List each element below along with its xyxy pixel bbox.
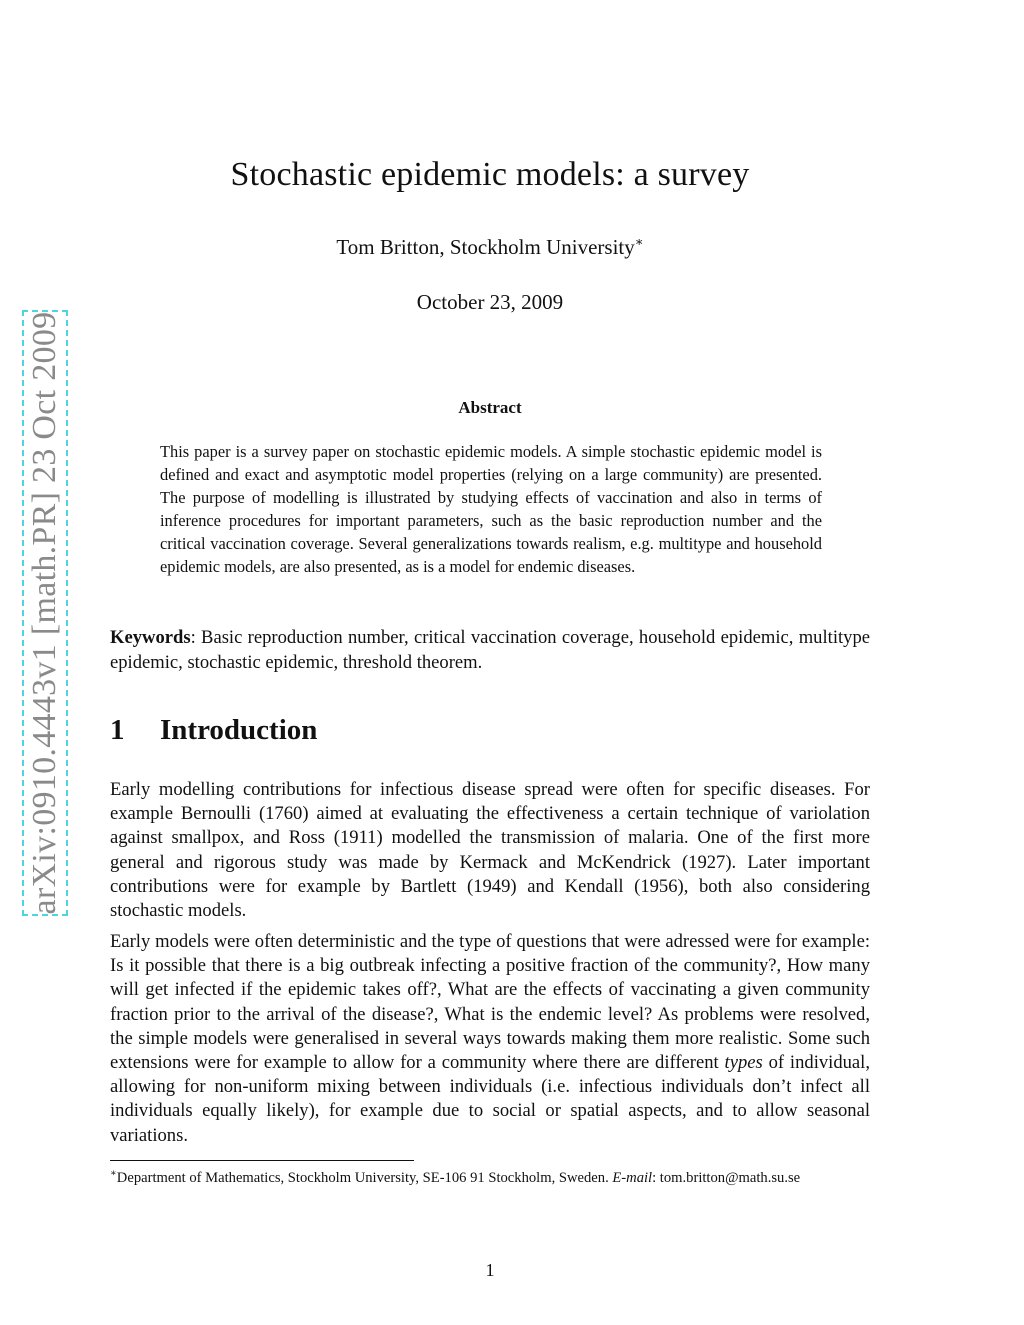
footnote-text: Department of Mathematics, Stockholm University, SE-106 91 Stockholm, Sweden. [116,1169,613,1186]
paragraph-2-text-a: Early models were often deterministic and the type of questions that were adressed were for example: Is it possible that there is a big outbreak infecting a positive fraction of the community?, How many will get infected if the epidemic takes off?, What are the effects of vaccinating a given community fraction prior to the arrival of the disease?, What is the endemic level? As problems were resolved, the simple models were generalised in several ways towards making them more realistic. Some such extensions were for example to allow for a community where there are different [110,931,870,1074]
intro-paragraph-1: Early modelling contributions for infectious disease spread were often for specific diseases. For example Bernoulli (1760) aimed at evaluating the effectiveness a certain technique of variolation against smallpox, and Ross (1911) modelled the transmission of malaria. One of the first more general and rigorous study was made by Kermack and McKendrick (1927). Later important contributions were for example by Bartlett (1949) and Kendall (1956), both also considering stochastic models. [110,779,870,922]
section-title: Introduction [160,714,318,746]
section-number: 1 [110,714,125,746]
section-heading [110,714,317,747]
paper-date: October 23, 2009 [416,290,564,314]
paragraph-2-text-b: of individual, allowing for non-uniform mixing between individuals (i.e. infectious individuals don’t infect all individuals equally likely), for example due to social or spatial aspects, and to allow seasonal variations. [110,1052,870,1146]
keywords-text: : Basic reproduction number, critical vaccination coverage, household epidemic, multitype epidemic, stochastic epidemic, threshold theorem. [110,627,870,673]
footnote-email-label: E-mail [612,1169,653,1186]
author-line [0,234,980,260]
keywords [110,625,870,675]
author-name: Tom Britton, Stockholm University [336,235,635,259]
footnote-email: : tom.britton@math.su.se [652,1169,801,1186]
keywords-label: Keywords [110,627,191,648]
page-number: 1 [485,1260,495,1280]
abstract-heading: Abstract [458,398,522,417]
footnote-divider [110,1160,414,1161]
author-footnote-mark: ∗ [634,234,644,249]
footnote-mark: ∗ [110,1168,117,1179]
intro-paragraph-2 [110,930,870,1148]
arxiv-identifier: arXiv:0910.4443v1 [math.PR] 23 Oct 2009 [26,311,63,915]
paper-title: Stochastic epidemic models: a survey [230,156,750,193]
paragraph-2-emphasis: types [724,1052,763,1074]
abstract-text: This paper is a survey paper on stochastic epidemic models. A simple stochastic epidemic model is defined and exact and asymptotic model properties (relying on a large community) are presented. The purpose of modelling is illustrated by studying effects of vaccination and also in terms of inference procedures for important parameters, such as the basic reproduction number and the critical vaccination coverage. Several generalizations towards realism, e.g. multitype and household epidemic models, are also presented, as is a model for endemic diseases. [160,442,822,576]
footnote [110,1164,870,1188]
